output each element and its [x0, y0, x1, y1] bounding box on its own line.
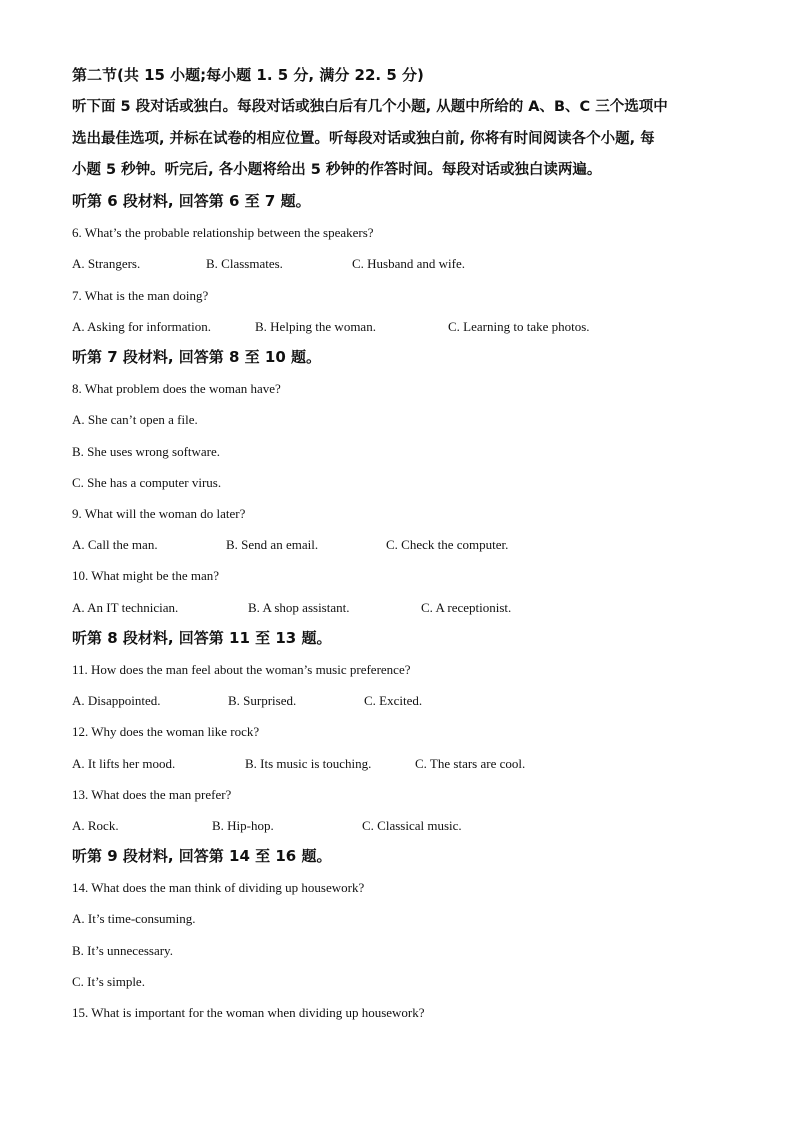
question-12-option-a: A. It lifts her mood.	[72, 756, 176, 771]
group-heading-8: 听第 8 段材料, 回答第 11 至 13 题。	[72, 629, 332, 647]
question-7-option-c: C. Learning to take photos.	[448, 319, 590, 334]
question-9-option-a: A. Call the man.	[72, 537, 158, 552]
question-14-stem: 14. What does the man think of dividing up housework?	[72, 880, 365, 895]
question-9-option-b: B. Send an email.	[226, 537, 319, 552]
question-7-option-a: A. Asking for information.	[72, 319, 212, 334]
question-9-option-c: C. Check the computer.	[386, 537, 509, 552]
question-13-option-c: C. Classical music.	[362, 818, 462, 833]
group-heading-7: 听第 7 段材料, 回答第 8 至 10 题。	[72, 348, 322, 366]
question-6-option-c: C. Husband and wife.	[352, 256, 466, 271]
question-12-option-b: B. Its music is touching.	[245, 756, 372, 771]
question-8-stem: 8. What problem does the woman have?	[72, 381, 281, 396]
question-12-option-c: C. The stars are cool.	[415, 756, 526, 771]
question-14-option-b: B. It’s unnecessary.	[72, 943, 173, 958]
group-heading-6: 听第 6 段材料, 回答第 6 至 7 题。	[72, 192, 311, 210]
question-11-option-c: C. Excited.	[364, 693, 423, 708]
question-6-option-a: A. Strangers.	[72, 256, 141, 271]
question-11-option-b: B. Surprised.	[228, 693, 297, 708]
question-8-option-c: C. She has a computer virus.	[72, 475, 222, 490]
instruction-line-3: 小题 5 秒钟。听完后, 各小题将给出 5 秒钟的作答时间。每段对话或独白读两遍。	[72, 162, 602, 178]
question-14-option-a: A. It’s time-consuming.	[72, 911, 196, 926]
instruction-line-2: 选出最佳选项, 并标在试卷的相应位置。听每段对话或独白前, 你将有时间阅读各个小题, 每	[72, 131, 655, 147]
question-12-stem: 12. Why does the woman like rock?	[72, 724, 260, 739]
question-10-stem: 10. What might be the man?	[72, 568, 220, 583]
question-9-stem: 9. What will the woman do later?	[72, 506, 246, 521]
question-11-option-a: A. Disappointed.	[72, 693, 161, 708]
question-11-stem: 11. How does the man feel about the woman’s music preference?	[72, 662, 411, 677]
question-6-option-b: B. Classmates.	[206, 256, 283, 271]
question-7-stem: 7. What is the man doing?	[72, 288, 209, 303]
instruction-line-1: 听下面 5 段对话或独白。每段对话或独白后有几个小题, 从题中所给的 A、B、C 三个选项中	[72, 99, 668, 115]
question-10-option-a: A. An IT technician.	[72, 600, 179, 615]
question-10-option-c: C. A receptionist.	[421, 600, 512, 615]
question-8-option-b: B. She uses wrong software.	[72, 444, 221, 459]
question-10-option-b: B. A shop assistant.	[248, 600, 350, 615]
question-13-option-a: A. Rock.	[72, 818, 119, 833]
group-heading-9: 听第 9 段材料, 回答第 14 至 16 题。	[72, 847, 332, 865]
section-title: 第二节(共 15 小题;每小题 1. 5 分, 满分 22. 5 分)	[72, 66, 424, 84]
question-8-option-a: A. She can’t open a file.	[72, 412, 198, 427]
question-14-option-c: C. It’s simple.	[72, 974, 145, 989]
question-7-option-b: B. Helping the woman.	[255, 319, 376, 334]
question-6-stem: 6. What’s the probable relationship between the speakers?	[72, 225, 374, 240]
question-15-stem: 15. What is important for the woman when dividing up housework?	[72, 1005, 425, 1020]
question-13-stem: 13. What does the man prefer?	[72, 787, 232, 802]
question-13-option-b: B. Hip-hop.	[212, 818, 274, 833]
